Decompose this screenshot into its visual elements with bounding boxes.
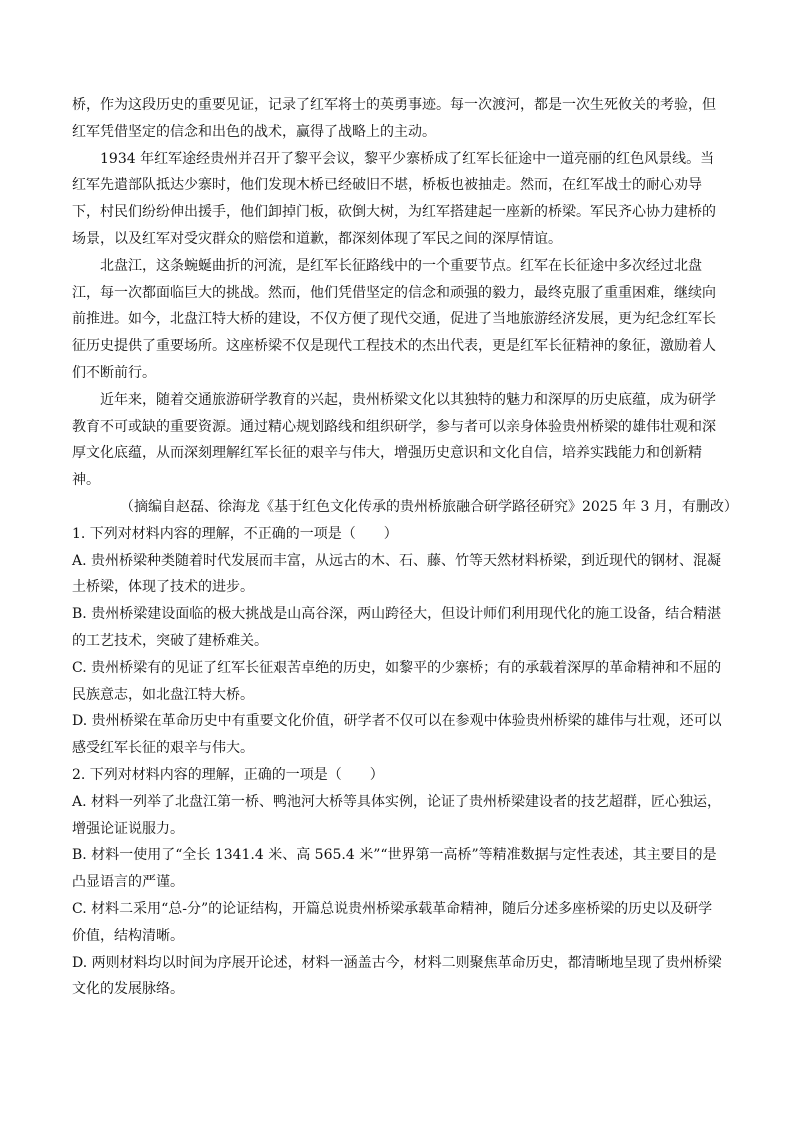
question-2-option-a: A. 材料一列举了北盘江第一桥、鸭池河大桥等具体实例，论证了贵州桥梁建设者的技艺超群，匠心独运，增强论证说服力。 [72,793,722,837]
passage-paragraph-liping: 1934 年红军途经贵州并召开了黎平会议，黎平少寨桥成了红军长征途中一道亮丽的红色风景线。当红军先遣部队抵达少寨时，他们发现木桥已经破旧不堪，桥板也被抽走。然而，在红军战士的耐心劝导下，村民们纷纷伸出援手，他们卸掉门板，砍倒大树，为红军搭建起一座新的桥梁。军民齐心协力建桥的场景，以及红军对受灾群众的赔偿和道歉，都深刻体现了军民之间的深厚情谊。 [72,150,716,247]
question-2-stem: 2. 下列对材料内容的理解，正确的一项是（ ） [72,766,384,783]
question-1-option-c: C. 贵州桥梁有的见证了红军长征艰苦卓绝的历史，如黎平的少寨桥；有的承载着深厚的革命精神和不屈的民族意志，如北盘江特大桥。 [72,659,722,703]
question-2-option-c: C. 材料二采用“总-分”的论证结构，开篇总说贵州桥梁承载革命精神，随后分述多座桥梁的历史以及研学价值，结构清晰。 [72,900,713,944]
passage-source-citation: （摘编自赵磊、徐海龙《基于红色文化传承的贵州桥旅融合研学路径研究》2025 年 3 月，有删改） [120,498,738,515]
question-2-option-d: D. 两则材料均以时间为序展开论述，材料一涵盖古今，材料二则聚焦革命历史，都清晰地呈现了贵州桥梁文化的发展脉络。 [72,954,722,998]
passage-paragraph-beipanjiang: 北盘江，这条蜿蜒曲折的河流，是红军长征路线中的一个重要节点。红军在长征途中多次经过北盘江，每一次都面临巨大的挑战。然而，他们凭借坚定的信念和顽强的毅力，最终克服了重重困难，继续向前推进。如今，北盘江特大桥的建设，不仅方便了现代交通，促进了当地旅游经济发展，更为纪念红军长征历史提供了重要场所。这座桥梁不仅是现代工程技术的杰出代表，更是红军长征精神的象征，激励着人们不断前行。 [72,257,716,381]
passage-paragraph-study-tour: 近年来，随着交通旅游研学教育的兴起，贵州桥梁文化以其独特的魅力和深厚的历史底蕴，成为研学教育不可或缺的重要资源。通过精心规划路线和组织研学，参与者可以亲身体验贵州桥梁的雄伟壮观和深厚文化底蕴，从而深刻理解红军长征的艰辛与伟大，增强历史意识和文化自信，培养实践能力和创新精神。 [72,391,716,489]
question-2-option-b: B. 材料一使用了“全长 1341.4 米、高 565.4 米”“世界第一高桥”等精准数据与定性表述，其主要目的是凸显语言的严谨。 [72,847,717,891]
question-1-stem: 1. 下列对材料内容的理解，不正确的一项是（ ） [72,525,398,542]
question-1-option-b: B. 贵州桥梁建设面临的极大挑战是山高谷深，两山跨径大，但设计师们利用现代化的施工设备，结合精湛的工艺技术，突破了建桥难关。 [72,606,722,649]
question-1-option-d: D. 贵州桥梁在革命历史中有重要文化价值，研学者不仅可以在参观中体验贵州桥梁的雄伟与壮观，还可以感受红军长征的艰辛与伟大。 [72,713,722,757]
document-page [72,92,738,1003]
question-1-option-a: A. 贵州桥梁种类随着时代发展而丰富，从远古的木、石、藤、竹等天然材料桥梁，到近现代的钢材、混凝土桥梁，体现了技术的进步。 [72,552,722,596]
passage-paragraph-continued: 桥，作为这段历史的重要见证，记录了红军将士的英勇事迹。每一次渡河，都是一次生死攸关的考验，但红军凭借坚定的信念和出色的战术，赢得了战略上的主动。 [72,97,716,140]
